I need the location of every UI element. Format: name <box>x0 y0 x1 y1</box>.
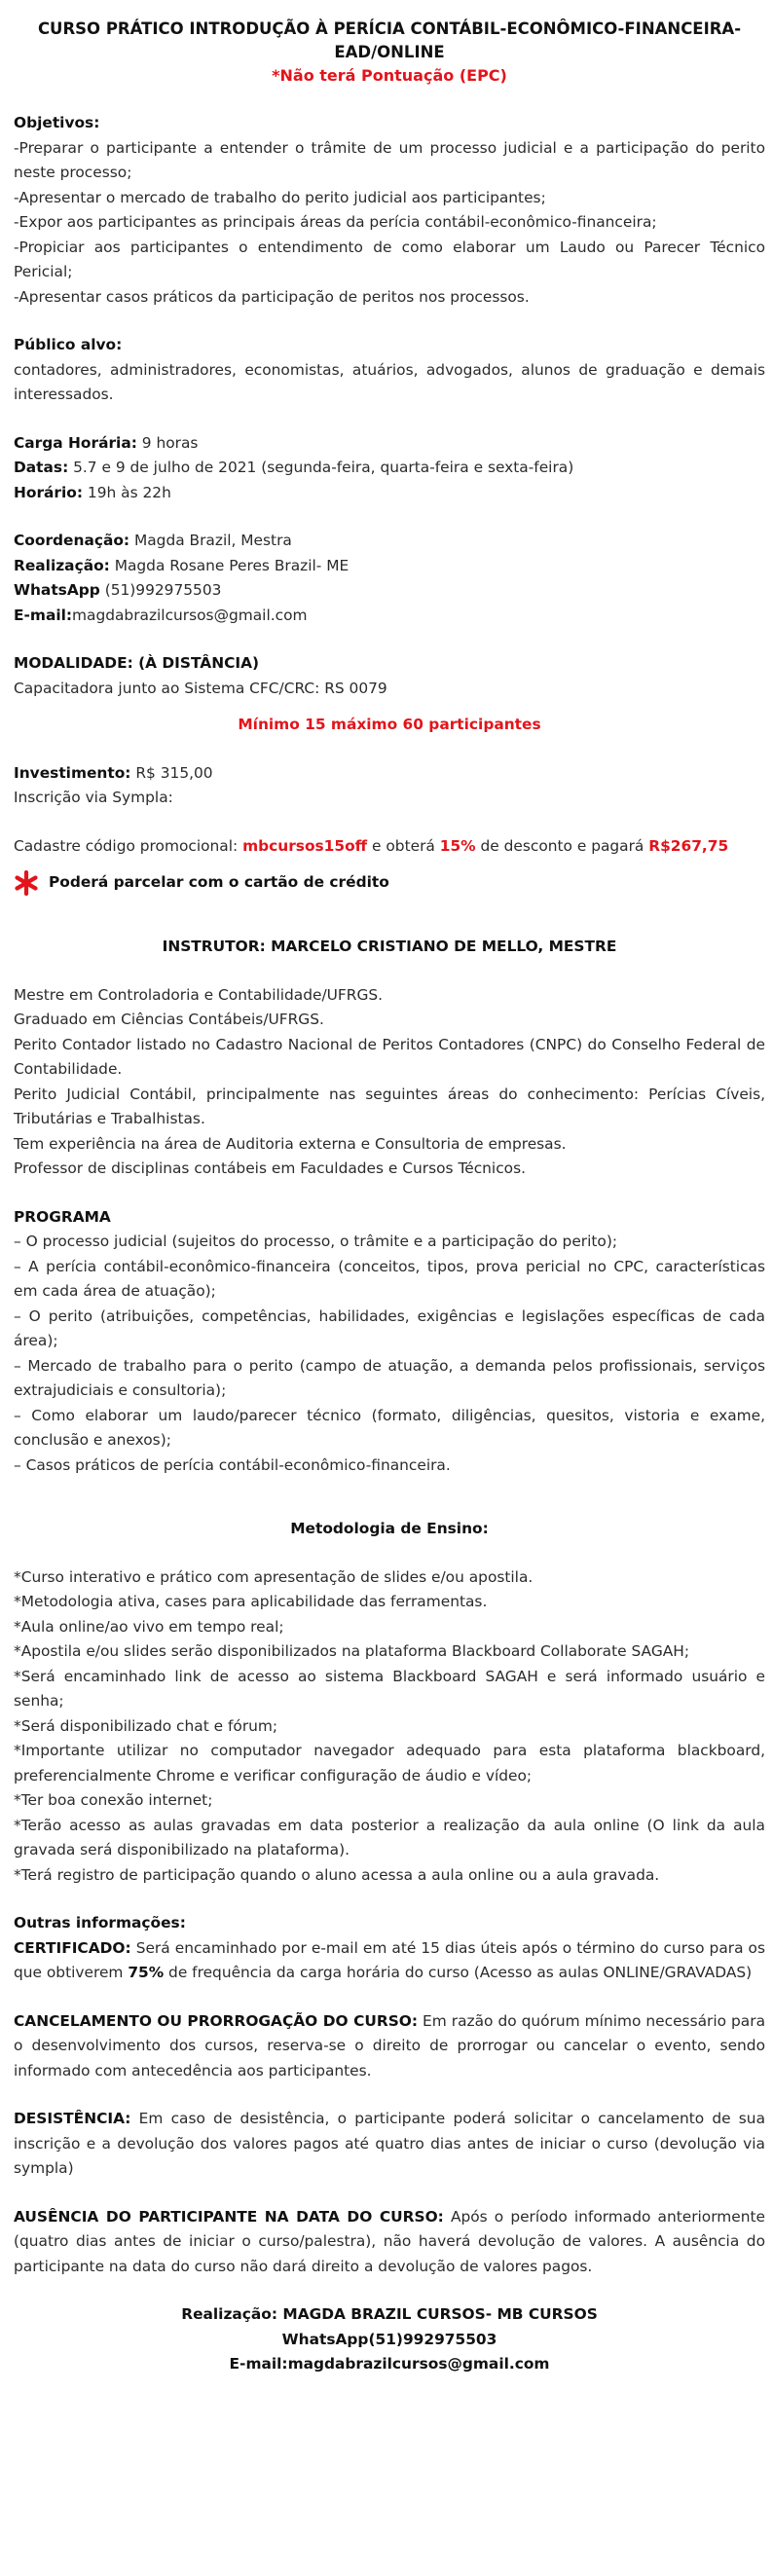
parcelar-row <box>14 870 765 896</box>
promo-code: mbcursos15off <box>242 836 368 855</box>
promo-line <box>14 834 765 860</box>
ausencia-body: Após o período informado anteriormente (quatro dias antes de iniciar o curso/palestra), não haverá devolução de valores. A ausência do participante na data do curso não dará direito a devolução de valores pagos. <box>14 2207 766 2275</box>
investimento-label: Investimento: <box>14 763 131 782</box>
objetivos-section <box>14 111 765 310</box>
realiz-value: Magda Rosane Peres Brazil- ME <box>109 556 350 574</box>
promo-middle2: de desconto e pagará <box>475 836 649 855</box>
horario-label: Horário: <box>14 483 84 501</box>
coord-value: Magda Brazil, Mestra <box>129 532 292 549</box>
metodologia-list <box>14 1565 765 1889</box>
instrutor-bio-line: Perito Judicial Contábil, principalmente nas seguintes áreas do conhecimento: Perícias Cíveis, Tributárias e Trabalhistas. <box>14 1085 765 1127</box>
programa-item: – O processo judicial (sujeitos do processo, o trâmite e a participação do perito); <box>14 1233 618 1250</box>
metodologia-item: *Será disponibilizado chat e fórum; <box>14 1716 278 1735</box>
certificado-text <box>14 1936 765 1986</box>
metodologia-item: *Será encaminhado link de acesso ao sistema Blackboard SAGAH e será informado usuário e senha; <box>14 1667 765 1710</box>
metodologia-item: *Ter boa conexão internet; <box>14 1791 213 1809</box>
carga-label: Carga Horária: <box>14 433 137 452</box>
certificado-label: CERTIFICADO: <box>14 1938 131 1957</box>
whatsapp-line <box>14 578 765 604</box>
horario-line <box>14 481 765 506</box>
contato-section <box>14 529 765 628</box>
investimento-value: R$ 315,00 <box>130 763 213 782</box>
datas-line <box>14 456 765 481</box>
promo-middle: e obterá <box>367 836 440 855</box>
instrutor-bio <box>14 983 765 1182</box>
footer <box>14 2302 765 2377</box>
modalidade-text: Capacitadora junto ao Sistema CFC/CRC: RS 0079 <box>14 679 387 697</box>
instrutor-heading: INSTRUTOR: MARCELO CRISTIANO DE MELLO, MESTRE <box>162 938 617 955</box>
objetivo-item: -Apresentar casos práticos da participação de peritos nos processos. <box>14 287 530 306</box>
course-title-line2: EAD/ONLINE <box>334 43 445 61</box>
outras-heading: Outras informações: <box>14 1914 186 1932</box>
objetivo-item: -Propiciar aos participantes o entendimento de como elaborar um Laudo ou Parecer Técnico Pericial; <box>14 238 765 280</box>
desistencia-label: DESISTÊNCIA: <box>14 2110 131 2127</box>
programa-item: – Casos práticos de perícia contábil-econômico-financeira. <box>14 1455 451 1474</box>
ausencia-text <box>14 2205 765 2280</box>
footer-realizacao: Realização: MAGDA BRAZIL CURSOS- MB CURSOS <box>181 2305 598 2323</box>
info-section <box>14 431 765 506</box>
coord-line <box>14 529 765 554</box>
promo-percent: 15% <box>439 836 476 855</box>
publico-section <box>14 333 765 408</box>
outras-section <box>14 1911 765 2279</box>
instrutor-bio-line: Perito Contador listado no Cadastro Nacional de Peritos Contadores (CNPC) do Conselho Federal de Contabilidade. <box>14 1035 765 1078</box>
metodologia-item: *Terá registro de participação quando o aluno acessa a aula online ou a aula gravada. <box>14 1865 660 1884</box>
footer-whatsapp: WhatsApp(51)992975503 <box>281 2330 497 2348</box>
ausencia-label: AUSÊNCIA DO PARTICIPANTE NA DATA DO CURSO: <box>14 2207 444 2226</box>
coord-label: Coordenação: <box>14 532 130 549</box>
instrutor-bio-line: Professor de disciplinas contábeis em Faculdades e Cursos Técnicos. <box>14 1159 526 1177</box>
instrutor-bio-line: Tem experiência na área de Auditoria externa e Consultoria de empresas. <box>14 1134 567 1153</box>
programa-item: – Mercado de trabalho para o perito (campo de atuação, a demanda pelos profissionais, serviços extrajudiciais e consultoria); <box>14 1356 765 1399</box>
investimento-section <box>14 761 765 811</box>
footer-email[interactable]: E-mail:magdabrazilcursos@gmail.com <box>229 2355 550 2373</box>
programa-item: – Como elaborar um laudo/parecer técnico (formato, diligências, quesitos, vistoria e exame, conclusão e anexos); <box>14 1406 765 1449</box>
whatsapp-value: (51)992975503 <box>99 581 222 599</box>
programa-heading: PROGRAMA <box>14 1207 111 1226</box>
objetivo-item: -Preparar o participante a entender o trâmite de um processo judicial e a participação do perito neste processo; <box>14 138 765 181</box>
datas-label: Datas: <box>14 459 69 476</box>
programa-list <box>14 1230 765 1478</box>
horario-value: 19h às 22h <box>83 483 171 501</box>
realiz-label: Realização: <box>14 556 110 574</box>
certificado-text-part1: Será encaminhado por e-mail em até 15 dias úteis após o término do curso para os que obtiverem <box>14 1938 765 1981</box>
participants-limit: Mínimo 15 máximo 60 participantes <box>238 716 541 733</box>
metodologia-item: *Apostila e/ou slides serão disponibilizados na plataforma Blackboard Collaborate SAGAH; <box>14 1642 690 1660</box>
publico-text: contadores, administradores, economistas, atuários, advogados, alunos de graduação e demais interessados. <box>14 360 765 403</box>
email-line <box>14 604 765 629</box>
email-value[interactable]: magdabrazilcursos@gmail.com <box>72 606 308 624</box>
programa-section <box>14 1205 765 1479</box>
instrutor-bio-line: Mestre em Controladoria e Contabilidade/UFRGS. <box>14 985 384 1004</box>
programa-item: – O perito (atribuições, competências, habilidades, exigências e legislações específicas de cada área); <box>14 1306 765 1349</box>
metodologia-item: *Curso interativo e prático com apresentação de slides e/ou apostila. <box>14 1567 534 1586</box>
certificado-text-part2: de frequência da carga horária do curso (Acesso as aulas ONLINE/GRAVADAS) <box>164 1964 753 1981</box>
parcelar-text: Poderá parcelar com o cartão de crédito <box>49 873 389 892</box>
programa-item: – A perícia contábil-econômico-financeira (conceitos, tipos, prova pericial no CPC, características em cada área de atuação); <box>14 1257 765 1300</box>
asterisk-icon <box>14 870 39 896</box>
metodologia-item: *Terão acesso as aulas gravadas em data posterior a realização da aula online (O link da aula gravada será disponibilizado na plataforma). <box>14 1816 765 1858</box>
realiz-line <box>14 554 765 579</box>
cancelamento-label: CANCELAMENTO OU PRORROGAÇÃO DO CURSO: <box>14 2011 419 2030</box>
cancelamento-text <box>14 2009 765 2084</box>
modalidade-section <box>14 651 765 701</box>
cancelamento-body: Em razão do quórum mínimo necessário para o desenvolvimento dos cursos, reserva-se o direito de prorrogar ou cancelar o evento, sendo informado com antecedência aos participantes. <box>14 2011 765 2079</box>
whatsapp-label: WhatsApp <box>14 581 100 599</box>
carga-value: 9 horas <box>136 433 199 452</box>
metodologia-item: *Metodologia ativa, cases para aplicabilidade das ferramentas. <box>14 1593 488 1610</box>
no-points-notice: *Não terá Pontuação (EPC) <box>272 66 507 85</box>
objetivos-list <box>14 136 765 311</box>
objetivos-heading: Objetivos: <box>14 114 100 131</box>
investimento-line <box>14 761 765 787</box>
metodologia-item: *Aula online/ao vivo em tempo real; <box>14 1617 284 1636</box>
modalidade-heading: MODALIDADE: (À DISTÂNCIA) <box>14 654 260 672</box>
promo-prefix: Cadastre código promocional: <box>14 836 243 855</box>
inscricao-text: Inscrição via Sympla: <box>14 789 173 806</box>
metodologia-heading: Metodologia de Ensino: <box>290 1520 489 1537</box>
carga-line <box>14 431 765 457</box>
desistencia-text <box>14 2107 765 2182</box>
desistencia-body: Em caso de desistência, o participante poderá solicitar o cancelamento de sua inscrição e a devolução dos valores pagos até quatro dias antes de iniciar o curso (devolução via sympla) <box>14 2110 765 2177</box>
datas-value: 5.7 e 9 de julho de 2021 (segunda-feira, quarta-feira e sexta-feira) <box>68 459 574 476</box>
objetivo-item: -Apresentar o mercado de trabalho do perito judicial aos participantes; <box>14 188 546 206</box>
instrutor-bio-line: Graduado em Ciências Contábeis/UFRGS. <box>14 1011 324 1028</box>
email-label: E-mail: <box>14 606 73 624</box>
promo-price: R$267,75 <box>648 836 729 855</box>
course-flyer <box>14 18 765 2377</box>
course-title <box>14 18 765 64</box>
publico-heading: Público alvo: <box>14 336 123 353</box>
course-title-line1: CURSO PRÁTICO INTRODUÇÃO À PERÍCIA CONTÁBIL-ECONÔMICO-FINANCEIRA- <box>37 19 742 38</box>
certificado-percent: 75% <box>128 1964 165 1981</box>
objetivo-item: -Expor aos participantes as principais áreas da perícia contábil-econômico-financeira; <box>14 213 657 231</box>
metodologia-item: *Importante utilizar no computador navegador adequado para esta plataforma blackboard, preferencialmente Chrome e verificar configuração de áudio e vídeo; <box>14 1742 765 1785</box>
